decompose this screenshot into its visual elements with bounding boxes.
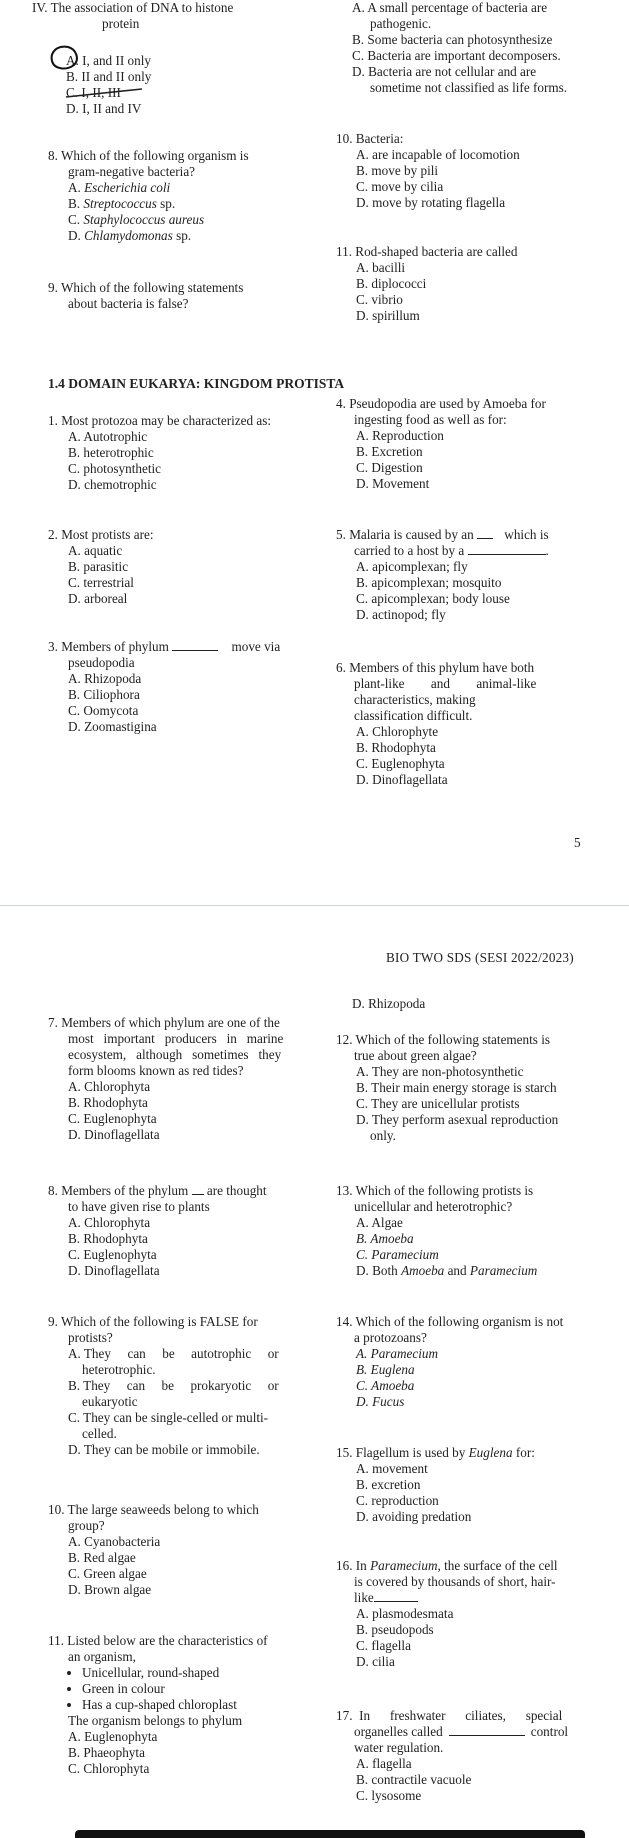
option-a: A. Algae <box>356 1215 403 1230</box>
question-13 <box>336 1183 586 1279</box>
option-d: D. Dinoflagellata <box>68 1263 160 1278</box>
option-b: B. Rhodophyta <box>68 1231 148 1246</box>
question-14-stem: 14. Which of the following organism is not <box>336 1314 564 1329</box>
option-a: A. Rhizopoda <box>68 671 142 686</box>
option-a: A. Autotrophic <box>68 429 148 444</box>
option-a: A. Euglenophyta <box>68 1729 158 1744</box>
question-10-stem: 10. Bacteria: <box>336 131 404 146</box>
option-d: D. Fucus <box>356 1394 405 1409</box>
option-d-cont: sometime not classified as life forms. <box>370 80 568 95</box>
question-13-stem-cont: unicellular and heterotrophic? <box>354 1199 513 1214</box>
option-d: D. Zoomastigina <box>68 719 157 734</box>
option-c: C. They can be single-celled or multi- <box>68 1410 269 1425</box>
question-7-tail <box>32 0 302 32</box>
option-c: C. Euglenophyta <box>68 1247 157 1262</box>
option-d: D. Dinoflagellata <box>356 772 448 787</box>
option-b: B. Excretion <box>356 444 423 459</box>
option-c: C. Euglenophyta <box>356 756 445 771</box>
question-8 <box>48 148 306 244</box>
option-a: A. A small percentage of bacteria are <box>352 0 548 15</box>
question-14-stem-cont: a protozoans? <box>354 1330 427 1345</box>
option-d: D. Dinoflagellata <box>68 1127 160 1142</box>
question-9-stem: 9. Which of the following statements <box>48 280 244 295</box>
question-7-stem: 7. Members of which phylum are one of the <box>48 1015 280 1030</box>
option-a: A. flagella <box>356 1756 412 1771</box>
question-17-stem-cont-2: water regulation. <box>354 1740 444 1755</box>
question-9 <box>48 1314 306 1458</box>
answer-blank <box>449 1725 525 1736</box>
option-a-cont: heterotrophic. <box>82 1362 156 1377</box>
question-10-stem: 10. The large seaweeds belong to which <box>48 1502 259 1517</box>
option-d: D. They perform asexual reproduction <box>356 1112 559 1127</box>
question-11-stem: 11. Listed below are the characteristics of <box>48 1633 268 1648</box>
answer-blank <box>172 640 218 651</box>
option-b: B. II and II only <box>66 69 152 84</box>
question-5-stem: 5. Malaria is caused by an which is <box>336 527 549 542</box>
protista-question-3 <box>48 639 306 735</box>
question-7-options <box>66 53 306 117</box>
option-c: C. Green algae <box>68 1566 147 1581</box>
option-a: A. I, and II only <box>66 53 151 68</box>
list-item: • Unicellular, round-shaped <box>82 1665 306 1681</box>
option-c: C. Bacteria are important decomposers. <box>352 48 561 63</box>
question-6-carry-option: D. Rhizopoda <box>352 996 426 1011</box>
handwritten-circle-mark <box>46 43 86 73</box>
question-16-stem: 16. In Paramecium, the surface of the cell <box>336 1558 558 1573</box>
option-d: D. move by rotating flagella <box>356 195 506 210</box>
option-b: B. Streptococcus sp. <box>68 196 176 211</box>
question-4-stem: 4. Pseudopodia are used by Amoeba for <box>336 396 546 411</box>
question-8-stem: 8. Which of the following organism is <box>48 148 249 163</box>
question-14 <box>336 1314 586 1410</box>
option-b: B. Red algae <box>68 1550 136 1565</box>
question-9-options <box>352 0 602 96</box>
page-2 <box>0 906 629 1838</box>
question-1-stem: 1. Most protozoa may be characterized as: <box>48 413 271 428</box>
option-a: A. plasmodesmata <box>356 1606 454 1621</box>
option-a: A. They are non-photosynthetic <box>356 1064 524 1079</box>
option-a: A. are incapable of locomotion <box>356 147 520 162</box>
question-13-stem: 13. Which of the following protists is <box>336 1183 534 1198</box>
option-b: B. pseudopods <box>356 1622 434 1637</box>
option-c-cont: celled. <box>82 1426 117 1441</box>
item-iv-cont: protein <box>102 16 140 31</box>
option-c: C. Chlorophyta <box>68 1761 150 1776</box>
option-b: B. Some bacteria can photosynthesize <box>352 32 553 47</box>
question-8-stem-cont: to have given rise to plants <box>68 1199 210 1214</box>
option-b-cont: eukaryotic <box>82 1394 138 1409</box>
page-header: BIO TWO SDS (SESI 2022/2023) <box>386 950 574 965</box>
answer-blank <box>477 528 493 539</box>
question-9-stem: 9. Which of the following is FALSE for <box>48 1314 258 1329</box>
option-a: A. Escherichia coli <box>68 180 171 195</box>
option-c: C. photosynthetic <box>68 461 162 476</box>
question-6-stem: 6. Members of this phylum have both <box>336 660 535 675</box>
question-6-stem-cont-3: classification difficult. <box>354 708 473 723</box>
option-a: A. apicomplexan; fly <box>356 559 468 574</box>
option-c: C. Oomycota <box>68 703 139 718</box>
question-11 <box>48 1633 306 1777</box>
option-a-cont: pathogenic. <box>370 16 432 31</box>
question-16 <box>336 1558 586 1670</box>
answer-blank <box>374 1591 418 1602</box>
option-a: A. Chlorophyta <box>68 1079 151 1094</box>
option-d: D. I, II and IV <box>66 101 142 116</box>
option-c: C. I, II, III <box>66 85 306 101</box>
question-17 <box>336 1708 586 1804</box>
option-a: A. Paramecium <box>356 1346 439 1361</box>
option-d: D. spirillum <box>356 308 420 323</box>
option-b: B. excretion <box>356 1477 421 1492</box>
option-b: B. move by pili <box>356 163 439 178</box>
option-a: A. Chlorophyta <box>68 1215 151 1230</box>
protista-question-6 <box>336 660 586 788</box>
question-9-stem-cont: about bacteria is false? <box>68 296 189 311</box>
page-number: 5 <box>574 835 581 850</box>
option-c: C. move by cilia <box>356 179 444 194</box>
option-d: D. Bacteria are not cellular and are <box>352 64 537 79</box>
list-item: • Has a cup-shaped chloroplast <box>82 1697 306 1713</box>
option-d: D. cilia <box>356 1654 395 1669</box>
option-d: D. actinopod; fly <box>356 607 446 622</box>
option-d: D. chemotrophic <box>68 477 157 492</box>
question-9-stem-cont: protists? <box>68 1330 113 1345</box>
question-16-stem-cont-2: like <box>336 1590 586 1606</box>
option-c: C. lysosome <box>356 1788 422 1803</box>
option-a: A. Chlorophyte <box>356 724 439 739</box>
question-16-stem-cont: is covered by thousands of short, hair- <box>354 1574 556 1589</box>
option-d: D. Both Amoeba and Paramecium <box>356 1263 538 1278</box>
question-10 <box>336 131 586 211</box>
option-c: C. Staphylococcus aureus <box>68 212 205 227</box>
question-9 <box>48 280 306 312</box>
question-8 <box>48 1183 306 1279</box>
option-c: C. terrestrial <box>68 575 134 590</box>
question-12 <box>336 1032 586 1144</box>
page-1 <box>0 0 629 905</box>
option-c: C. They are unicellular protists <box>356 1096 520 1111</box>
option-a: A. aquatic <box>68 543 123 558</box>
option-b: B. Phaeophyta <box>68 1745 145 1760</box>
question-12-stem: 12. Which of the following statements is <box>336 1032 551 1047</box>
option-b: B. Rhodophyta <box>68 1095 148 1110</box>
option-a: A. Reproduction <box>356 428 444 443</box>
option-d: D. Movement <box>356 476 430 491</box>
question-8-stem-cont: gram-negative bacteria? <box>68 164 196 179</box>
question-7-stem-cont-2: ecosystem, although sometimes they <box>68 1047 282 1062</box>
bottom-overlay-bar <box>75 1830 585 1838</box>
protista-question-2 <box>48 527 306 607</box>
option-d: D. Brown algae <box>68 1582 152 1597</box>
option-a: A. Cyanobacteria <box>68 1534 161 1549</box>
question-12-stem-cont: true about green algae? <box>354 1048 477 1063</box>
question-11-stem-cont-2: The organism belongs to phylum <box>68 1713 243 1728</box>
option-b: B. apicomplexan; mosquito <box>356 575 502 590</box>
option-c: C. flagella <box>356 1638 411 1653</box>
protista-question-4 <box>336 396 586 492</box>
list-item: • Green in colour <box>82 1681 306 1697</box>
question-6-stem-cont-2: characteristics, making <box>354 692 476 707</box>
question-6-stem-cont: plant-like and animal-like <box>354 676 537 691</box>
question-15-stem: 15. Flagellum is used by Euglena for: <box>336 1445 535 1460</box>
question-7-stem-cont-3: form blooms known as red tides? <box>68 1063 244 1078</box>
option-b: B. diplococci <box>356 276 427 291</box>
option-b: B. Their main energy storage is starch <box>356 1080 557 1095</box>
option-c: C. Paramecium <box>356 1247 439 1262</box>
option-c: C. apicomplexan; body louse <box>356 591 510 606</box>
question-3-stem: 3. Members of phylum move via <box>48 639 281 654</box>
option-a: A. movement <box>356 1461 428 1476</box>
characteristics-list <box>48 1665 306 1713</box>
question-2-stem: 2. Most protists are: <box>48 527 154 542</box>
item-iv: IV. The association of DNA to histone <box>32 0 234 15</box>
section-title: 1.4 DOMAIN EUKARYA: KINGDOM PROTISTA <box>48 376 345 391</box>
option-d: D. They can be mobile or immobile. <box>68 1442 260 1457</box>
option-b: B. parasitic <box>68 559 129 574</box>
option-c: C. Digestion <box>356 460 423 475</box>
option-b: B. They can be prokaryotic or <box>68 1378 279 1393</box>
protista-question-5 <box>336 527 586 623</box>
option-b: B. contractile vacuole <box>356 1772 472 1787</box>
option-b: B. Amoeba <box>356 1231 414 1246</box>
option-d: D. Chlamydomonas sp. <box>68 228 192 243</box>
question-7-stem-cont: most important producers in marine <box>68 1031 284 1046</box>
option-c: C. Amoeba <box>356 1378 415 1393</box>
strikeout-mark <box>64 86 144 100</box>
question-17-stem: 17. In freshwater ciliates, special <box>336 1708 563 1723</box>
question-7 <box>48 1015 306 1143</box>
option-c: C. reproduction <box>356 1493 439 1508</box>
option-d: D. avoiding predation <box>356 1509 472 1524</box>
question-5-stem-cont: carried to a host by a . <box>354 543 549 558</box>
answer-blank <box>192 1184 204 1195</box>
question-4-stem-cont: ingesting food as well as for: <box>354 412 507 427</box>
option-d-cont: only. <box>370 1128 396 1143</box>
question-8-stem: 8. Members of the phylum are thought <box>48 1183 267 1198</box>
option-c: C. Euglenophyta <box>68 1111 157 1126</box>
question-10-stem-cont: group? <box>68 1518 105 1533</box>
option-a: A. bacilli <box>356 260 406 275</box>
question-11 <box>336 244 586 324</box>
question-11-stem-cont: an organism, <box>68 1649 136 1664</box>
option-c: C. vibrio <box>356 292 403 307</box>
option-b: B. Rhodophyta <box>356 740 436 755</box>
question-10 <box>48 1502 306 1598</box>
option-b: B. heterotrophic <box>68 445 154 460</box>
option-d: D. arboreal <box>68 591 128 606</box>
option-a: A. They can be autotrophic or <box>68 1346 279 1361</box>
protista-question-1 <box>48 413 306 493</box>
question-3-stem-cont: pseudopodia <box>68 655 135 670</box>
option-b: B. Ciliophora <box>68 687 140 702</box>
answer-blank <box>468 544 546 555</box>
question-11-stem: 11. Rod-shaped bacteria are called <box>336 244 518 259</box>
question-17-stem-cont: organelles called control <box>354 1724 569 1739</box>
question-15 <box>336 1445 586 1525</box>
option-b: B. Euglena <box>356 1362 415 1377</box>
